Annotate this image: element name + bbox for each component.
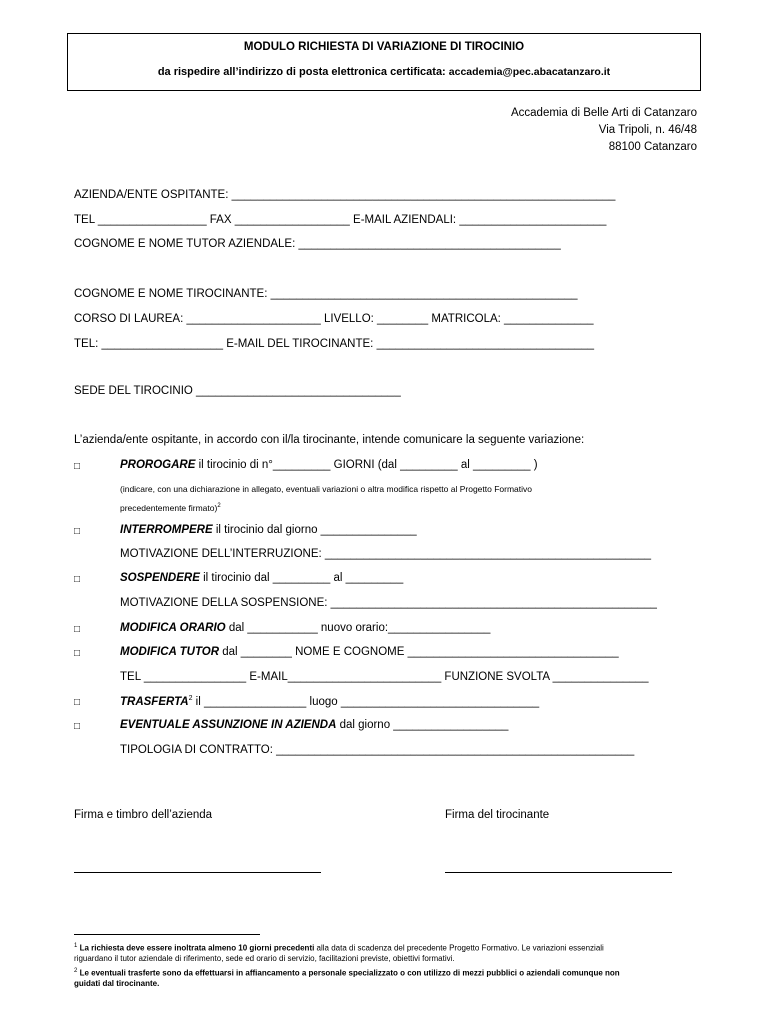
interrompere-text: il tirocinio dal giorno _______________ — [212, 524, 417, 536]
orario-text: dal ___________ nuovo orario:________________ — [225, 622, 491, 634]
checkbox-assunzione[interactable]: □ — [74, 721, 81, 732]
assunzione-text: dal giorno __________________ — [336, 719, 509, 731]
prorogare-label: PROROGARE — [120, 459, 196, 471]
interruzione-motivo: MOTIVAZIONE DELL’INTERRUZIONE: ___________________________________________________ — [120, 548, 652, 560]
footnote-1-rest: alla data di scadenza del precedente Progetto Formativo. Le variazioni essenziali — [314, 943, 604, 953]
pec-address: accademia@pec.abacatanzaro.it — [448, 66, 611, 78]
assunzione-label: EVENTUALE ASSUNZIONE IN AZIENDA — [120, 719, 337, 731]
checkbox-sospendere[interactable]: □ — [74, 574, 81, 585]
footnote-1-line-2: riguardano il tutor aziendale di riferimento, sede ed orario di servizio, facilitazioni previste, obiettivi formativi. — [74, 954, 455, 963]
tutor-field: COGNOME E NOME TUTOR AZIENDALE: _________________________________________ — [74, 238, 561, 250]
footnote-1 — [74, 941, 604, 954]
option-trasferta — [120, 695, 539, 708]
option-interrompere — [120, 524, 417, 536]
address-line-3: 88100 Catanzaro — [608, 141, 697, 153]
header-box — [67, 33, 701, 91]
intro-text: L’azienda/ente ospitante, in accordo con il/la tirocinante, intende comunicare la seguente variazione: — [74, 434, 585, 446]
sospendere-label: SOSPENDERE — [120, 572, 200, 584]
option-prorogare — [120, 459, 538, 471]
form-subtitle — [68, 66, 700, 78]
trasferta-sup: 2 — [188, 695, 193, 702]
form-title: MODULO RICHIESTA DI VARIAZIONE DI TIROCINIO — [243, 41, 525, 53]
checkbox-modifica-tutor[interactable]: □ — [74, 648, 81, 659]
trainee-name-field: COGNOME E NOME TIROCINANTE: ________________________________________________ — [74, 288, 578, 300]
interrompere-label: INTERROMPERE — [120, 524, 213, 536]
prorogare-text: il tirocinio di n°_________ GIORNI (dal _________ al _________ ) — [195, 459, 538, 471]
address-line-1: Accademia di Belle Arti di Catanzaro — [510, 107, 697, 119]
option-assunzione — [120, 719, 508, 731]
company-contacts-field: TEL _________________ FAX __________________ E-MAIL AZIENDALI: _______________________ — [74, 214, 607, 226]
azienda-field: AZIENDA/ENTE OSPITANTE: ____________________________________________________________ — [74, 189, 616, 201]
signature-line-tirocinante — [445, 872, 672, 873]
prorogare-note-text: precedentemente firmato) — [120, 503, 218, 513]
tutor-contacts: TEL ________________ E-MAIL________________________ FUNZIONE SVOLTA _______________ — [120, 671, 649, 683]
prorogare-note-2 — [120, 503, 221, 513]
address-line-2: Via Tripoli, n. 46/48 — [598, 124, 697, 136]
footnote-2-text: Le eventuali trasferte sono da effettuarsi in affiancamento a personale specializzato o con utilizzo di mezzi pubblici o aziendali comunque non — [77, 968, 620, 978]
footnote-2-sup: 2 — [74, 968, 78, 974]
option-sospendere — [120, 572, 403, 584]
checkbox-trasferta[interactable]: □ — [74, 697, 81, 708]
option-modifica-orario — [120, 622, 490, 634]
tutor-text: dal ________ NOME E COGNOME _________________________________ — [219, 646, 619, 658]
checkbox-prorogare[interactable]: □ — [74, 461, 81, 472]
prorogare-note-1: (indicare, con una dichiarazione in allegato, eventuali variazioni o altra modifica rispetto al Progetto Formativo — [120, 484, 532, 494]
signature-tirocinante-label: Firma del tirocinante — [445, 809, 550, 821]
tutor-label: MODIFICA TUTOR — [120, 646, 220, 658]
footnote-1-sup: 1 — [74, 943, 78, 949]
signature-azienda-label: Firma e timbro dell’azienda — [74, 809, 213, 821]
sospendere-text: il tirocinio dal _________ al _________ — [199, 572, 404, 584]
trasferta-label: TRASFERTA — [120, 695, 189, 708]
signature-line-azienda — [74, 872, 321, 873]
trasferta-text: il ________________ luogo _______________________________ — [192, 695, 540, 708]
checkbox-interrompere[interactable]: □ — [74, 526, 81, 537]
footnote-2-line-2: guidati dal tirocinante. — [74, 979, 160, 988]
footnote-rule — [74, 934, 260, 935]
orario-label: MODIFICA ORARIO — [120, 622, 226, 634]
trainee-tel-field: TEL: ___________________ E-MAIL DEL TIROCINANTE: __________________________________ — [74, 338, 595, 350]
course-field: CORSO DI LAUREA: _____________________ LIVELLO: ________ MATRICOLA: ______________ — [74, 313, 594, 325]
footnote-2 — [74, 966, 620, 979]
contratto-field: TIPOLOGIA DI CONTRATTO: ________________________________________________________ — [120, 744, 635, 756]
subtitle-text: da rispedire all’indirizzo di posta elettronica certificata: — [157, 66, 449, 78]
sede-field: SEDE DEL TIROCINIO ________________________________ — [74, 385, 401, 397]
footnote-1-bold: La richiesta deve essere inoltrata almeno 10 giorni precedenti — [77, 943, 315, 953]
sospensione-motivo: MOTIVAZIONE DELLA SOSPENSIONE: ___________________________________________________ — [120, 597, 657, 609]
prorogare-note-sup: 2 — [217, 503, 221, 510]
checkbox-modifica-orario[interactable]: □ — [74, 624, 81, 635]
option-modifica-tutor — [120, 646, 619, 658]
